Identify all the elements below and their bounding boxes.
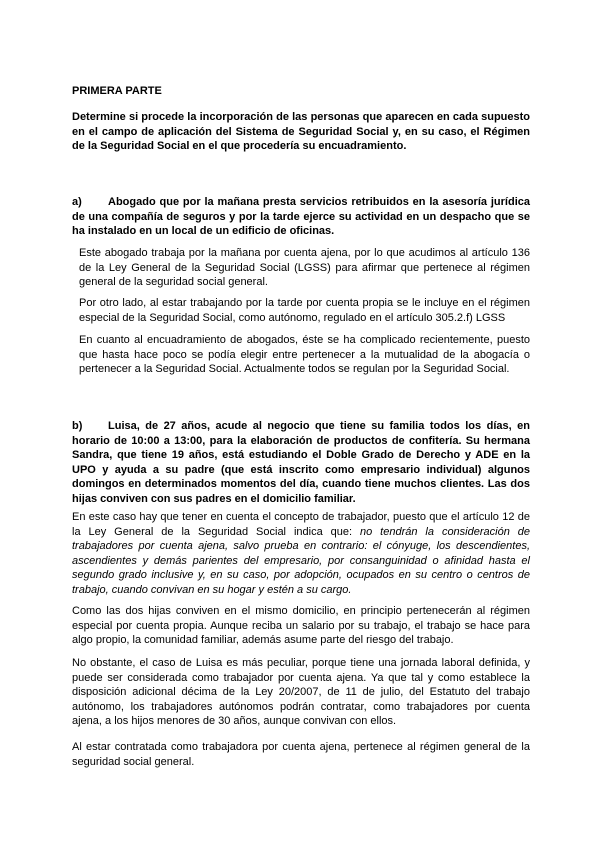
case-a-answer-2: Por otro lado, al estar trabajando por la tarde por cuenta propia se le incluye en el régimen especial de la Seguridad Social, como autónomo, regulado en el artículo 305.2.f) LGSS: [79, 297, 530, 324]
case-a-answer-3: En cuanto al encuadramiento de abogados, éste se ha complicado recientemente, puesto que hasta hace poco se podía elegir entre pertenecer a la mutualidad de la abogacía o pertenecer a la Seguridad Social. Actualmente todos se regulan por la Seguridad Social.: [79, 334, 530, 376]
case-b-question: [72, 419, 530, 507]
section-title: PRIMERA PARTE: [72, 85, 162, 97]
case-b-answer-1: [72, 510, 530, 598]
case-b-answer-4: Al estar contratada como trabajadora por cuenta ajena, pertenece al régimen general de la seguridad social general.: [72, 741, 530, 768]
instructions-paragraph: Determine si procede la incorporación de las personas que aparecen en cada supuesto en el campo de aplicación del Sistema de Seguridad Social y, en su caso, el Régimen de la Seguridad Social en el que procedería su encuadramiento.: [72, 111, 530, 153]
case-b-answer-1-text: En este caso hay que tener en cuenta el concepto de trabajador, puesto que el artículo 12 de la Ley General de la Seguridad Social indica que:: [72, 511, 530, 538]
case-b-answer-2: Como las dos hijas conviven en el mismo domicilio, en principio pertenecerán al régimen especial por cuenta propia. Aunque reciba un salario por su trabajo, el trabajo se hace para algo propio, la comunidad familiar, además asume parte del riesgo del trabajo.: [72, 605, 530, 647]
case-b-answer-1-quote: no tendrán la consideración de trabajadores por cuenta ajena, salvo prueba en contrario: el cónyuge, los descendientes, ascendientes y demás parientes del empresario, por consanguinidad o afinidad hasta el segundo grado inclusive y, en su caso, por adopción, ocupados en su centro o centros de trabajo, cuando convivan en su hogar y estén a su cargo.: [72, 525, 530, 596]
case-a-label: a): [72, 196, 82, 208]
case-b-question-text: Luisa, de 27 años, acude al negocio que tiene su familia todos los días, en horario de 10:00 a 13:00, para la elaboración de productos de confitería. Su hermana Sandra, que tiene 19 años, está estudiando el Doble Grado de Derecho y ADE en la UPO y ayuda a su padre (que está inscrito como empresario individual) algunos domingos en determinados momentos del día, cuando tiene muchos clientes. Las dos hijas conviven con sus padres en el domicilio familiar.: [72, 420, 530, 505]
case-a-question: [72, 195, 530, 239]
case-a-question-text: Abogado que por la mañana presta servicios retribuidos en la asesoría jurídica de una compañía de seguros y por la tarde ejerce su actividad en un despacho que se ha instalado en un local de un edificio de oficinas.: [72, 196, 530, 238]
case-a-answer-1: Este abogado trabaja por la mañana por cuenta ajena, por lo que acudimos al artículo 136 de la Ley General de la Seguridad Social (LGSS) para afirmar que pertenece al régimen general de la seguridad social general.: [79, 247, 530, 289]
case-b-answer-3: No obstante, el caso de Luisa es más peculiar, porque tiene una jornada laboral definida, y puede ser considerada como trabajador por cuenta ajena. Ya que tal y como establece la disposición adicional décima de la Ley 20/2007, de 11 de julio, del Estatuto del trabajo autónomo, los trabajadores autónomos podrán contratar, como trabajadores por cuenta ajena, a los hijos menores de 30 años, aunque convivan con ellos.: [72, 657, 530, 728]
case-b-label: b): [72, 420, 83, 432]
